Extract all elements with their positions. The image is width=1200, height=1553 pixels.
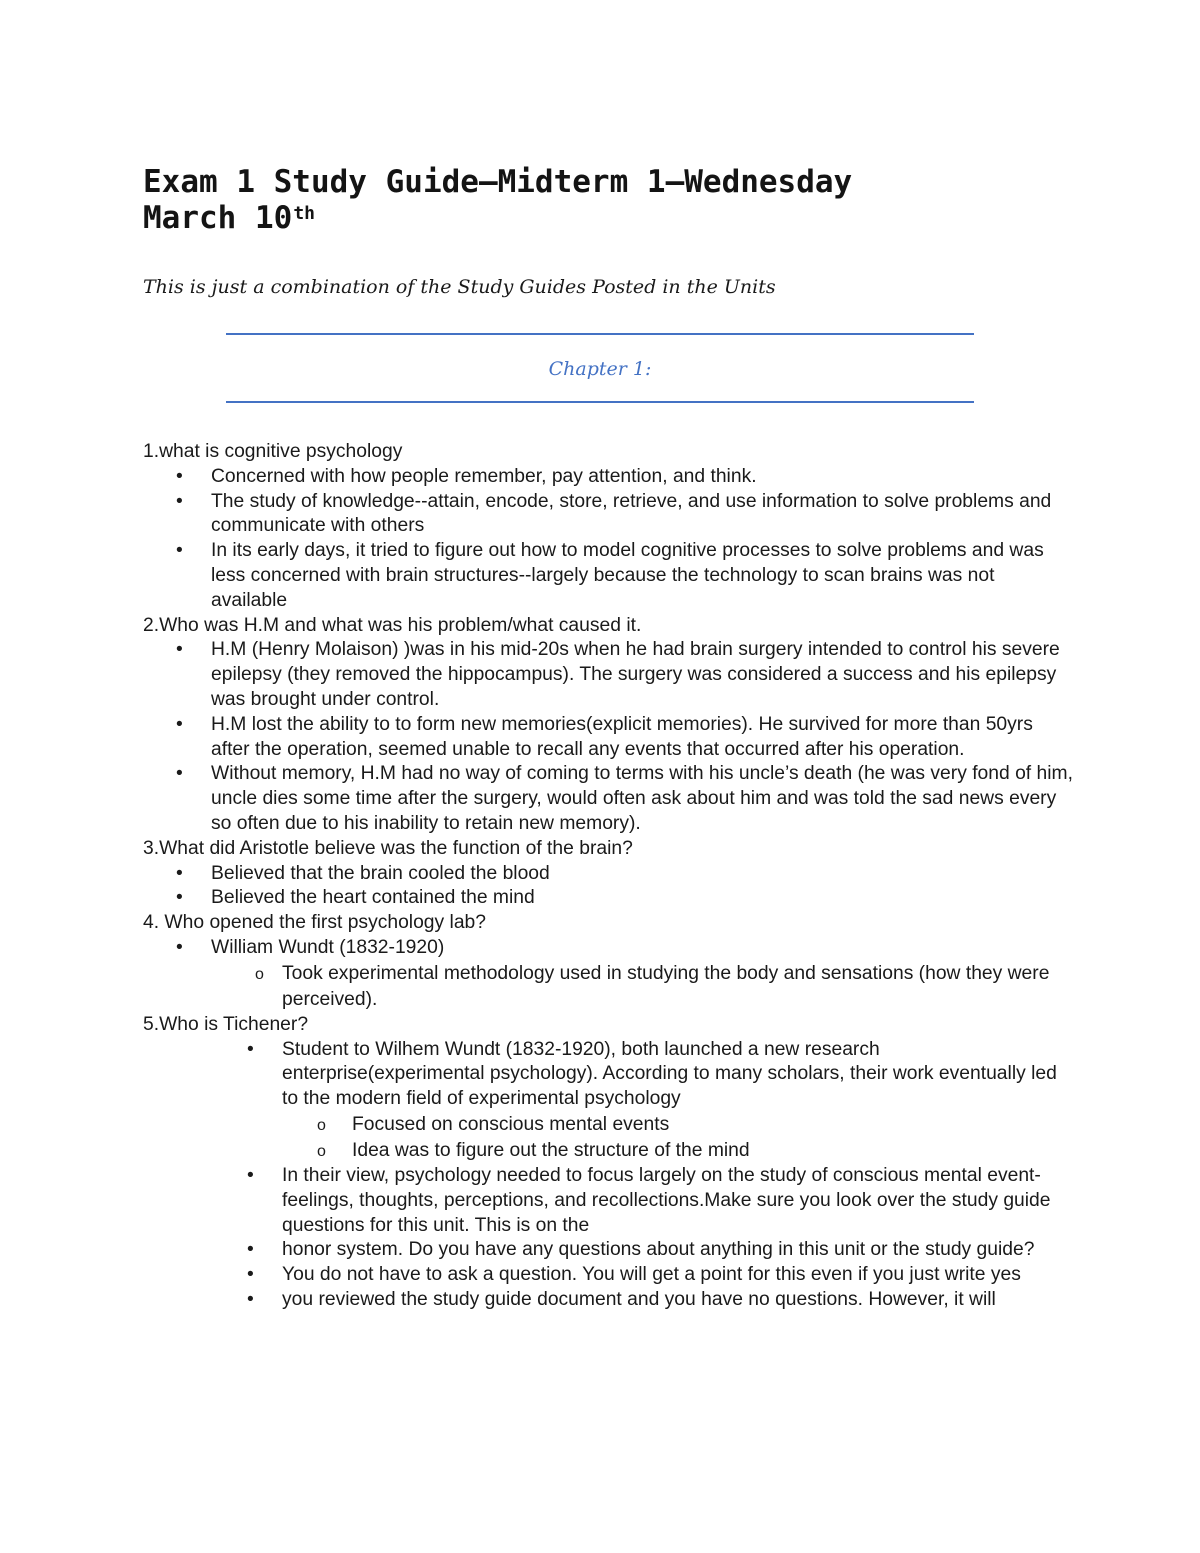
question-4-answers (143, 936, 1073, 961)
question-2-answers (143, 638, 1073, 836)
sub-answer-item: o Idea was to figure out the structure of the mind (143, 1138, 1073, 1164)
answer-item: • Believed the heart contained the mind (143, 886, 1073, 911)
question-5-more-answers (143, 1164, 1073, 1313)
answer-item: • William Wundt (1832-1920) (143, 936, 1073, 961)
answer-item: • Without memory, H.M had no way of coming to terms with his uncle’s death (he was very fond of him, uncle dies some time after the surgery, would often ask about him and was told the sad news every so often due to his inability to retain new memory). (143, 762, 1073, 836)
question-5: 5.Who is Tichener? (143, 1013, 309, 1035)
answer-item: • The study of knowledge--attain, encode, store, retrieve, and use information to solve problems and communicate with others (143, 490, 1073, 540)
title-line-1: Exam 1 Study Guide—Midterm 1—Wednesday (143, 164, 853, 200)
answer-item: • Believed that the brain cooled the blood (143, 862, 1073, 887)
chapter-heading: Chapter 1: (548, 358, 652, 380)
page-title (143, 164, 1023, 236)
chapter-rule-bottom (226, 401, 974, 403)
question-5-answers (143, 1038, 1073, 1112)
answer-item: • In its early days, it tried to figure out how to model cognitive processes to solve problems and was less concerned with brain structures--largely because the technology to scan brains was not available (143, 539, 1073, 613)
answer-item: • You do not have to ask a question. You will get a point for this even if you just write yes (143, 1263, 1073, 1288)
chapter-rule-top (226, 333, 974, 335)
question-3: 3.What did Aristotle believe was the function of the brain? (143, 837, 633, 859)
question-3-answers (143, 862, 1073, 912)
title-line-2: March 10 (143, 200, 293, 236)
answer-item: • honor system. Do you have any questions about anything in this unit or the study guide? (143, 1238, 1073, 1263)
question-2: 2.Who was H.M and what was his problem/what caused it. (143, 614, 642, 636)
answer-item: • In their view, psychology needed to focus largely on the study of conscious mental event-feelings, thoughts, perceptions, and recollections.Make sure you look over the study guide questions for this unit. This is on the (143, 1164, 1073, 1238)
sub-answer-item: o Took experimental methodology used in studying the body and sensations (how they were perceived). (143, 961, 1073, 1013)
question-4: 4. Who opened the first psychology lab? (143, 912, 486, 934)
title-superscript: th (293, 203, 315, 224)
question-4-sub-answers (143, 961, 1073, 1013)
answer-item: • H.M lost the ability to to form new memories(explicit memories). He survived for more than 50yrs after the operation, seemed unable to recall any events that occurred after his operation. (143, 713, 1073, 763)
question-5-sub-answers (143, 1112, 1073, 1164)
answer-item: • Concerned with how people remember, pay attention, and think. (143, 465, 1073, 490)
sub-answer-item: o Focused on conscious mental events (143, 1112, 1073, 1138)
study-guide-content (143, 440, 1073, 1313)
question-1-answers (143, 465, 1073, 614)
question-1: 1.what is cognitive psychology (143, 441, 403, 462)
answer-item: • H.M (Henry Molaison) )was in his mid-20s when he had brain surgery intended to control his severe epilepsy (they removed the hippocampus). The surgery was considered a success and his epilepsy was brought under control. (143, 638, 1073, 712)
answer-item: • Student to Wilhem Wundt (1832-1920), both launched a new research enterprise(experimental psychology). According to many scholars, their work eventually led to the modern field of experimental psychology (143, 1038, 1073, 1112)
subtitle: This is just a combination of the Study Guides Posted in the Units (143, 276, 776, 298)
answer-item: • you reviewed the study guide document and you have no questions. However, it will (143, 1288, 1073, 1313)
